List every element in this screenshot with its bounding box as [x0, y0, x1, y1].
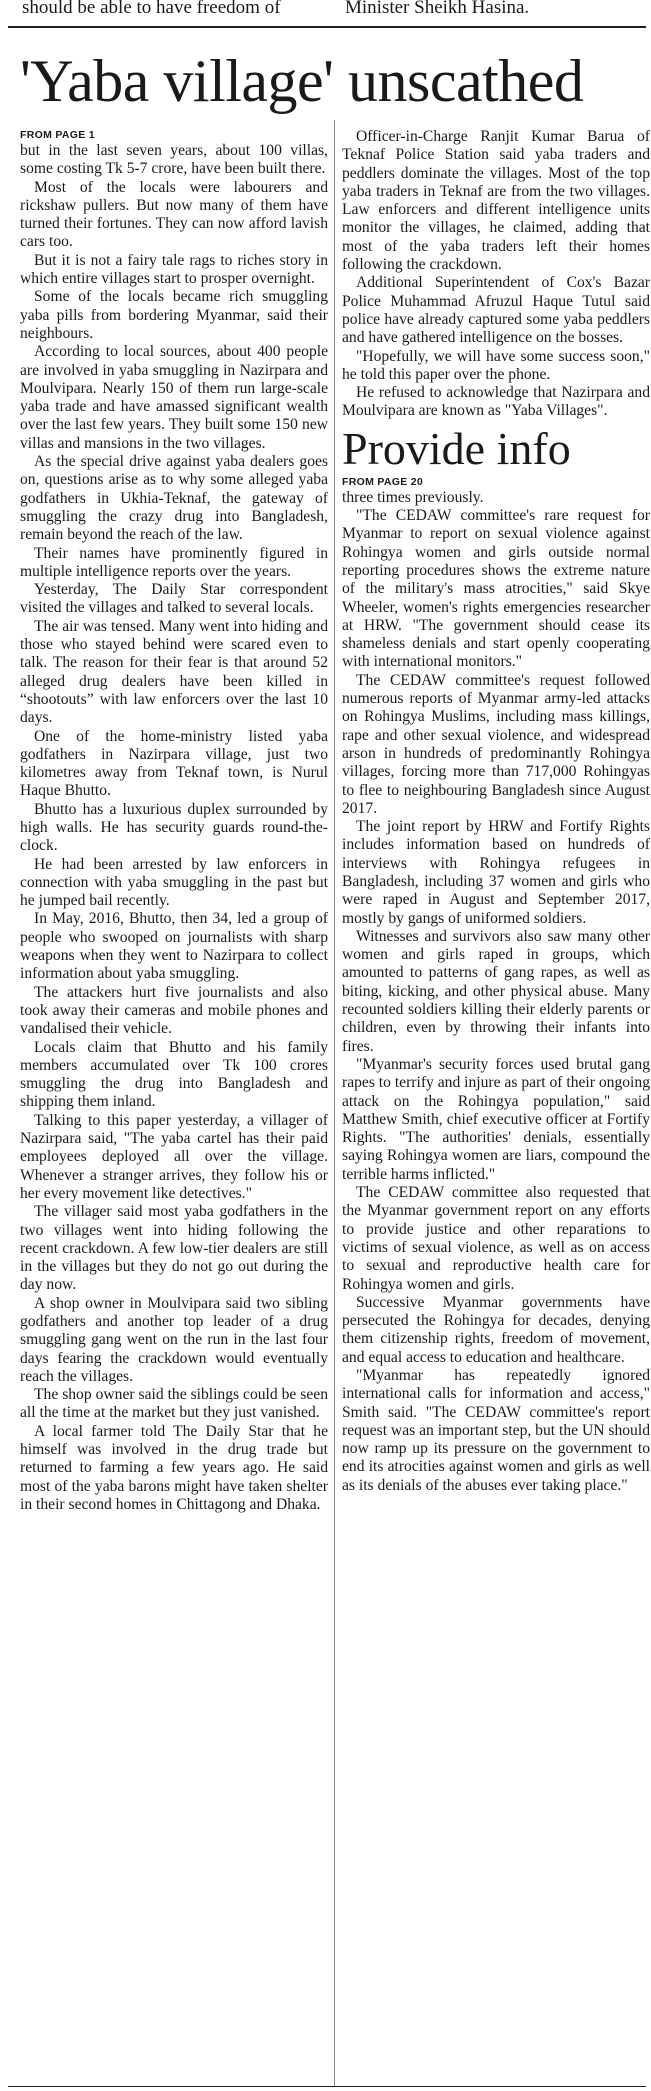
paragraph: Officer-in-Charge Ranjit Kumar Barua of Teknaf Police Station said yaba traders and peddlers dominate the villages. Most of the top yaba traders in Teknaf are from the two villages. Law enforcers and different intelligence units monitor the villages, he claimed, adding that most of the yaba traders left their homes following the crackdown.: [342, 128, 650, 274]
right-column: [342, 128, 650, 2083]
paragraph: The CEDAW committee also requested that the Myanmar government report on any efforts to provide justice and other reparations to victims of sexual violence, as well as on access to sexual and reproductive health care for Rohingya women and girls.: [342, 1184, 650, 1293]
paragraph: The villager said most yaba godfathers in the two villages went into hiding following the recent crackdown. A few low-tier dealers are still in the villages but they do not go out during the day now.: [20, 1203, 328, 1294]
paragraph: The joint report by HRW and Fortify Rights includes information based on hundreds of interviews with Rohingya refugees in Bangladesh, including 37 women and girls who were raped in August and September 2017, mostly by gangs of uniformed soldiers.: [342, 818, 650, 927]
paragraph: Most of the locals were labourers and rickshaw pullers. But now many of them have turned their fortunes. They can now afford lavish cars too.: [20, 178, 328, 251]
paragraph: The shop owner said the siblings could be seen all the time at the market but they just vanished.: [20, 1386, 328, 1422]
paragraph: Successive Myanmar governments have persecuted the Rohingya for decades, denying them citizenship rights, freedom of movement, and equal access to education and healthcare.: [342, 1293, 650, 1366]
paragraph: Some of the locals became rich smuggling yaba pills from bordering Myanmar, said their neighbours.: [20, 288, 328, 342]
story1-headline: 'Yaba village' unscathed: [20, 48, 584, 114]
paragraph: The attackers hurt five journalists and also took away their cameras and mobile phones and vandalised their vehicle.: [20, 983, 328, 1038]
bottom-divider: [8, 2086, 646, 2087]
top-divider: [8, 26, 646, 28]
paragraph: "Myanmar has repeatedly ignored international calls for information and access," Smith said. "The CEDAW committee's report request was an important step, but the UN should now ramp up its pressure on the government to end its atrocities against women and girls as well as its denials of the abuses ever taking place.": [342, 1367, 650, 1494]
paragraph: A local farmer told The Daily Star that he himself was involved in the drug trade but returned to farming a few years ago. He said most of the yaba barons might have taken shelter in their second homes in Chittagong and Dhaka.: [20, 1422, 328, 1513]
story2-kicker: FROM PAGE 20: [342, 475, 424, 488]
paragraph: One of the home-ministry listed yaba godfathers in Nazirpara village, just two kilometres away from Teknaf town, is Nurul Haque Bhutto.: [20, 727, 328, 800]
story2-headline: Provide info: [342, 422, 571, 474]
paragraph: Bhutto has a luxurious duplex surrounded by high walls. He has security guards round-the-clock.: [20, 800, 328, 855]
story1-left-column: [20, 128, 328, 2083]
paragraph: "Myanmar's security forces used brutal gang rapes to terrify and injure as part of their ongoing attack on the Rohingya population," said Matthew Smith, chief executive officer at Fortify Rights. "The authorities' denials, essentially saying Rohingya women are liars, compound the terrible harms inflicted.": [342, 1055, 650, 1183]
paragraph: Additional Superintendent of Cox's Bazar Police Muhammad Afruzul Haque Tutul said police have already captured some yaba peddlers and have gathered intelligence on the bosses.: [342, 274, 650, 347]
paragraph: but in the last seven years, about 100 villas, some costing Tk 5-7 crore, have been built there.: [20, 142, 328, 178]
previous-story-fragment: [0, 0, 651, 28]
previous-story-left-line: should be able to have freedom of: [22, 0, 281, 18]
paragraph: Talking to this paper yesterday, a villager of Nazirpara said, "The yaba cartel has their paid employees deployed all over the village. Whenever a stranger arrives, they follow his or her every movement like detectives.": [20, 1111, 328, 1202]
column-divider: [334, 120, 335, 2086]
paragraph: Yesterday, The Daily Star correspondent visited the villages and talked to several locals.: [20, 581, 328, 617]
paragraph: The CEDAW committee's request followed numerous reports of Myanmar army-led attacks on Rohingya Muslims, including mass killings, rape and other sexual violence, and widespread arson in hundreds of predominantly Rohingya villages, forcing more than 717,000 Rohingyas to flee to neighbouring Bangladesh since August 2017.: [342, 671, 650, 817]
paragraph: As the special drive against yaba dealers goes on, questions arise as to why some alleged yaba godfathers in Ukhia-Teknaf, the gateway of smuggling the crazy drug into Bangladesh, remain beyond the reach of the law.: [20, 453, 328, 544]
paragraph: three times previously.: [342, 488, 484, 506]
paragraph: In May, 2016, Bhutto, then 34, led a group of people who swooped on journalists with sharp weapons when they went to Nazirpara to collect information about yaba smuggling.: [20, 910, 328, 983]
paragraph: But it is not a fairy tale rags to riches story in which entire villages start to prosper overnight.: [20, 251, 328, 288]
previous-story-right-line: Minister Sheikh Hasina.: [345, 0, 530, 18]
paragraph: According to local sources, about 400 people are involved in yaba smuggling in Nazirpara and Moulvipara. Nearly 150 of them run large-scale yaba trade and have amassed significant wealth over the last few years. They built some 150 new villas and mansions in the two villages.: [20, 343, 328, 452]
paragraph: Their names have prominently figured in multiple intelligence reports over the years.: [20, 544, 328, 580]
paragraph: Witnesses and survivors also saw many other women and girls raped in groups, which amounted to patterns of gang rapes, as well as biting, kicking, and other physical abuse. Many recounted soldiers killing their elderly parents or children, even by throwing their infants into fires.: [342, 927, 650, 1055]
paragraph: He refused to acknowledge that Nazirpara and Moulvipara are known as "Yaba Villages".: [342, 384, 650, 420]
paragraph: The air was tensed. Many went into hiding and those who stayed behind were scared even to talk. The reason for their fear is that around 52 alleged drug dealers have been killed in “shootouts” with law enforcers over the last 10 days.: [20, 617, 328, 727]
paragraph: "Hopefully, we will have some success soon," he told this paper over the phone.: [342, 347, 650, 383]
paragraph: "The CEDAW committee's rare request for Myanmar to report on sexual violence against Rohingya women and girls outside normal reporting procedures shows the extreme nature of the military's mass atrocities," said Skye Wheeler, women's rights emergencies researcher at HRW. "The government should cease its shameless denials and start openly cooperating with international monitors.": [342, 507, 650, 671]
paragraph: He had been arrested by law enforcers in connection with yaba smuggling in the past but he jumped bail recently.: [20, 855, 328, 910]
paragraph: A shop owner in Moulvipara said two sibling godfathers and another top leader of a drug smuggling gang went on the run in the last four days fearing the crackdown would eventually reach the villages.: [20, 1294, 328, 1385]
story1-kicker: FROM PAGE 1: [20, 129, 95, 141]
paragraph: Locals claim that Bhutto and his family members accumulated over Tk 100 crores smuggling the drug into Bangladesh and shipping them inland.: [20, 1038, 328, 1111]
